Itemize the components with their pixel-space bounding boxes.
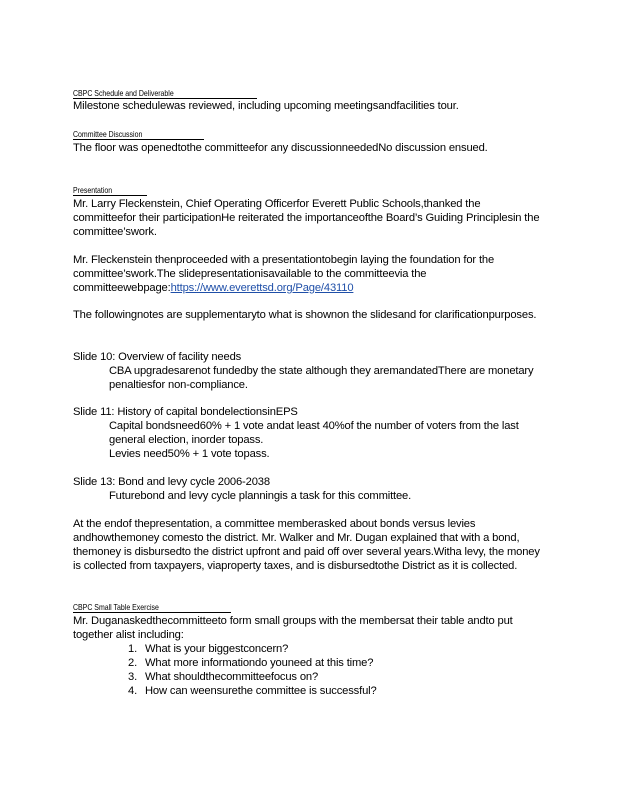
small-table-body: Mr. Duganaskedthecommitteeto form small groups with the membersat their table andto put together alist including: <box>73 615 513 641</box>
slide-13-body: Futurebond and levy cycle planningis a task for this committee. <box>109 490 412 502</box>
heading-schedule: CBPC Schedule and Deliverable <box>73 88 174 98</box>
presentation-closing-paragraph: At the endof thepresentation, a committee memberasked about bonds versus levies andhowthemoney comesto the district. Mr. Walker and Mr. Dugan explained that with a bond, themoney is disbursedto the district upfront and paid off over several years.Witha levy, the money is collected from taxpayers, viaproperty taxes, and is disbursedtothe District as it is collected. <box>73 518 540 572</box>
heading-discussion-underline <box>73 139 204 140</box>
slide-11-body-2: Levies need50% + 1 vote topass. <box>109 448 270 460</box>
slide-11-title: Slide 11: History of capital bondelectionsinEPS <box>73 406 298 418</box>
list-item: 3. What shouldthecommitteefocus on? <box>128 670 319 683</box>
list-item: 4. How can weensurethe committee is successful? <box>128 684 377 697</box>
heading-presentation-underline <box>73 195 147 196</box>
heading-discussion: Committee Discussion <box>73 129 143 139</box>
heading-schedule-underline <box>73 98 257 99</box>
presentation-paragraph-2-text: Mr. Fleckenstein thenproceeded with a presentationtobegin laying the foundation for the committee’swork.The slidepresentationisavailable to the committeevia the committeewebpage: <box>73 254 495 294</box>
presentation-paragraph-2 <box>73 254 545 296</box>
presentation-notes-intro: The followingnotes are supplementaryto what is shownon the slidesand for clarificationpurposes. <box>73 309 537 321</box>
presentation-intro: Mr. Larry Fleckenstein, Chief Operating Officerfor Everett Public Schools,thanked the committeefor their participationHe reiterated the importanceofthe Board’s Guiding Principlesin the committee’swork. <box>73 198 540 238</box>
slide-10-body: CBA upgradesarenot fundedby the state although they aremandatedThere are monetary penaltiesfor non-compliance. <box>109 365 534 391</box>
schedule-body: Milestone schedulewas reviewed, including upcoming meetingsandfacilities tour. <box>73 100 459 112</box>
heading-small-table-underline <box>73 612 231 613</box>
exercise-question-list <box>128 643 377 699</box>
list-item: 2. What more informationdo youneed at this time? <box>128 656 374 669</box>
heading-small-table: CBPC Small Table Exercise <box>73 602 159 612</box>
slide-11-body-1: Capital bondsneed60% + 1 vote andat least 40%of the number of voters from the last general election, inorder topass. <box>109 420 519 446</box>
heading-presentation: Presentation <box>73 185 113 195</box>
discussion-body: The floor was openedtothe committeefor any discussionneededNo discussion ensued. <box>73 142 488 154</box>
list-item: 1. What is your biggestconcern? <box>128 643 289 655</box>
slide-13-title: Slide 13: Bond and levy cycle 2006-2038 <box>73 476 270 488</box>
committee-webpage-link[interactable]: https://www.everettsd.org/Page/43110 <box>170 281 354 294</box>
slide-10-title: Slide 10: Overview of facility needs <box>73 351 242 363</box>
